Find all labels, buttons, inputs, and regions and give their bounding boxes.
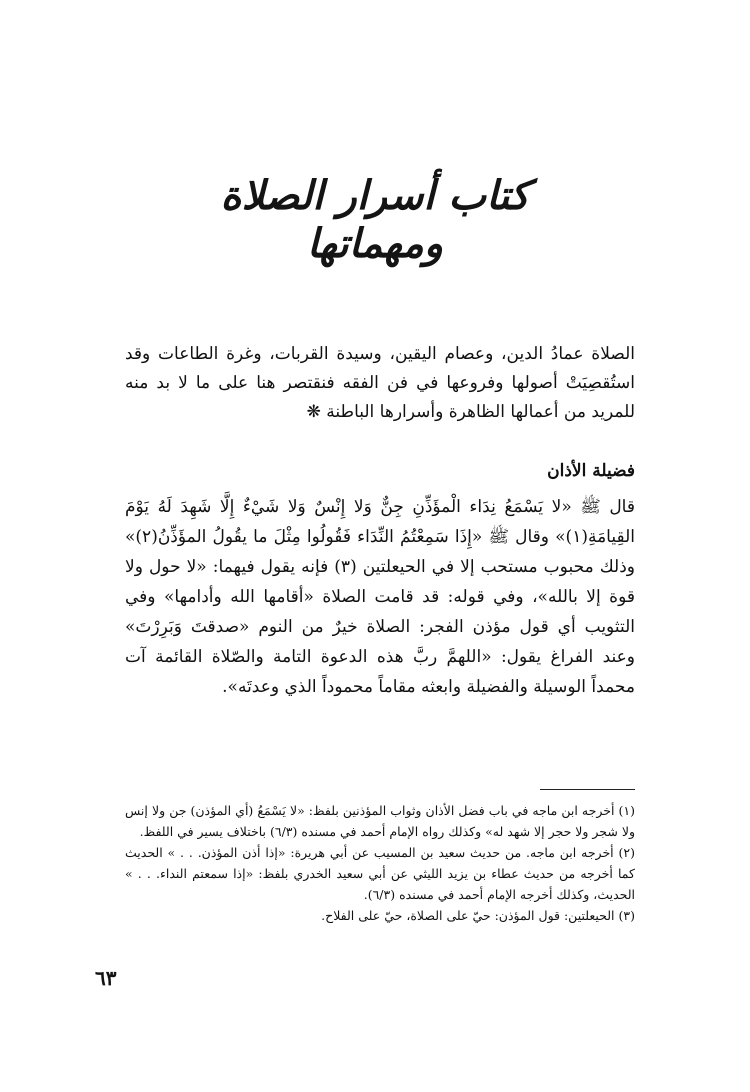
footnote-divider: [540, 789, 635, 790]
body-paragraph: [125, 492, 635, 702]
body-text: قال ﷺ «لا يَسْمَعُ نِدَاء الْمؤَذِّنِ جِنٌّ وَلا إِنْسٌ وَلا شَيْءٌ إِلَّا شَهِدَ لَهُ يَوْمَ القِيامَةِ(١)» وقال ﷺ «إِذَا سَمِعْتُمُ النِّدَاء فَقُولُوا مِثْلَ ما يقُولُ المؤَذِّنُ(٢)» وذلك محبوب مستحب إلا في الحيعلتين (٣) فإنه يقول فيهما: «لا حول ولا قوة إلا بالله»، وفي قوله: قد قامت الصلاة «أقامها الله وأدامها» وفي التثويب أي قول مؤذن الفجر: الصلاة خيرٌ من النوم «صدقتَ وَبَرِرْتَ» وعند الفراغ يقول: «اللهمَّ ربَّ هذه الدعوة التامة والصّلاة القائمة آت محمداً الوسيلة والفضيلة وابعثه مقاماً محموداً الذي وعدتَه».: [125, 497, 635, 697]
chapter-title: كتاب أسرار الصلاة ومهماتها: [220, 172, 530, 267]
intro-paragraph: [125, 340, 635, 427]
section-heading: فضيلة الأذان: [547, 461, 635, 481]
intro-text: الصلاة عمادُ الدين، وعصام اليقين، وسيدة القربات، وغرة الطاعات وقد استُقصِيَتْ أصولها وفروعها في فن الفقه فنقتصر هنا على ما لا بد منه للمريد من أعمالها الظاهرة وأسرارها الباطنة ❋: [125, 344, 635, 422]
footnote-1: (١) أخرجه ابن ماجه في باب فضل الأذان وثواب المؤذنين بلفظ: «لا يَسْمَعُ (أي المؤذن) جن ولا إنس ولا شجر ولا حجر إلا شهد له» وكذلك رواه الإمام أحمد في مسنده (٦/٣) باختلاف يسير في اللفظ.: [125, 803, 635, 839]
footnotes: [125, 800, 635, 926]
footnote-2: (٢) أخرجه ابن ماجه. من حديث سعيد بن المسيب عن أبي هريرة: «إذا أذن المؤذن. . . » الحديث كما أخرجه من حديث عطاء بن يزيد الليثي عن أبي سعيد الخدري بلفظ: «إذا سمعتم النداء. . . » الحديث، وكذلك أخرجه الإمام أحمد في مسنده (٦/٣).: [125, 845, 635, 902]
page-number: ٦٣: [95, 966, 117, 990]
footnote-3: (٣) الحيعلتين: قول المؤذن: حيّ على الصلاة، حيّ على الفلاح.: [321, 908, 635, 923]
